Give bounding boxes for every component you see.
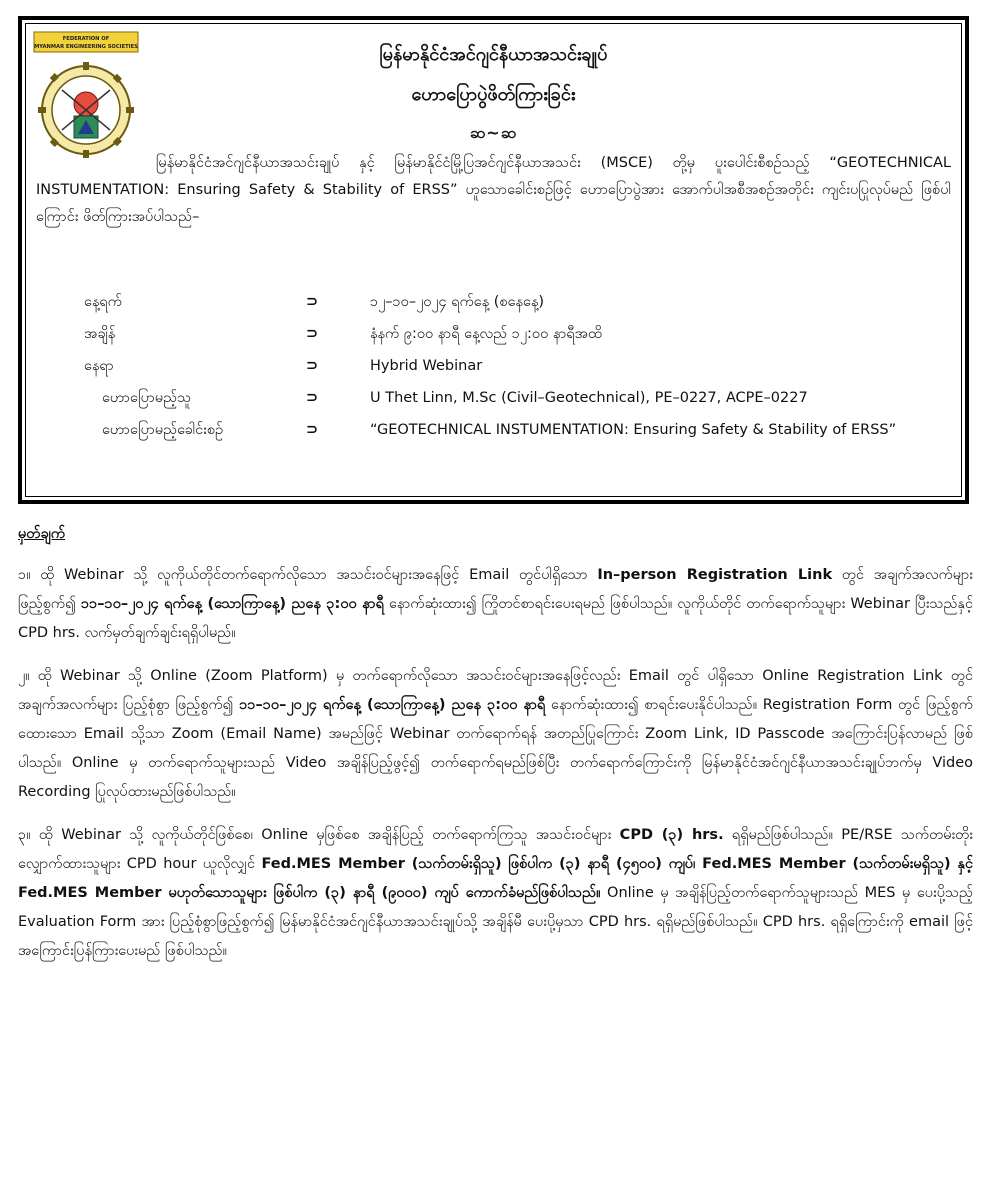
note-1-text-e: နောက်ဆုံးထား၍ ကြိုတင်စာရင်းပေးရမည် ဖြစ်ပါသည်။ လူကိုယ်တိုင် တက်ရောက်သူများ Webinar ပြီးသည်နှင့် CPD hrs. လက်မှတ်ချက်ချင်းရရှိပါမည်။ — [18, 596, 973, 641]
topic-value: “GEOTECHNICAL INSTUMENTATION: Ensuring Safety & Stability of ERSS” — [370, 422, 897, 438]
separator-icon: ⊃ — [306, 390, 319, 406]
detail-row-speaker — [84, 386, 935, 410]
intro-paragraph — [36, 150, 951, 231]
time-label: အချိန် — [84, 326, 116, 342]
note-3-fees: Fed.MES Member (သက်တမ်းရှိသူ) ဖြစ်ပါက (၃) နာရီ (၄၅၀၀) ကျပ်၊ Fed.MES Member (သက်တမ်းမရှိသူ) နှင့် Fed.MES Member မဟုတ်သောသူများ ဖြစ်ပါက (၃) နာရီ (၉၀၀၀) ကျပ် ကောက်ခံမည်ဖြစ်ပါသည်။ — [18, 856, 973, 901]
date-value: ၁၂–၁၀–၂၀၂၄ ရက်နေ့ (စနေနေ့) — [370, 294, 544, 310]
note-1-link-name: In–person Registration Link — [597, 567, 833, 583]
note-3-text-c: ရရှိမည်ဖြစ်ပါသည်။ PE/RSE သက်တမ်းတိုးလျှောက်ထားသူများ CPD hour ယူလိုလျှင် — [18, 827, 973, 872]
detail-row-date — [84, 290, 935, 314]
speaker-value: U Thet Linn, M.Sc (Civil–Geotechnical), PE–0227, ACPE–0227 — [370, 390, 808, 406]
note-3-text-a: ၃။ ထို Webinar သို့ လူကိုယ်တိုင်ဖြစ်စေ၊ Online မှဖြစ်စေ အချိန်ပြည့် တက်ရောက်ကြသူ အသင်းဝင်များ — [18, 827, 620, 843]
note-2-text-a: ၂။ ထို Webinar သို့ Online (Zoom Platform) မှ တက်ရောက်လိုသော အသင်းဝင်များအနေဖြင့်လည်း Email တွင် ပါရှိသော Online Registration Link တွင် အချက်အလက်များ ပြည့်စုံစွာ ဖြည့်စွက်၍ — [18, 668, 973, 713]
venue-value: Hybrid Webinar — [370, 358, 483, 374]
note-2 — [18, 662, 973, 807]
separator-icon: ⊃ — [306, 422, 319, 438]
detail-row-topic — [84, 418, 935, 442]
note-3 — [18, 821, 973, 966]
separator-icon: ⊃ — [306, 294, 319, 310]
detail-row-venue — [84, 354, 935, 378]
note-2-text-c: နောက်ဆုံးထား၍ စာရင်းပေးနိုင်ပါသည်။ Registration Form တွင် ဖြည့်စွက်ထေားသော Email သို့သာ Zoom (Email Name) အမည်ဖြင့် Webinar တက်ရောက်ရန် အတည်ပြုကြောင်း Zoom Link, ID Passcode အကြောင်းပြန်လာမည် ဖြစ်ပါသည်။ Online မှ တက်ရောက်သူများသည် Video အချိန်ပြည့်ဖွင့်၍ တက်ရောက်ရမည်ဖြစ်ပြီး တက်ရောက်ကြောင်းကို မြန်မာနိုင်ငံအင်ဂျင်နီယာအသင်းချုပ်ဘက်မှ Video Recording ပြုလုပ်ထားမည်ဖြစ်ပါသည်။ — [18, 697, 973, 800]
separator-icon: ⊃ — [306, 326, 319, 342]
event-details — [84, 290, 935, 450]
note-3-cpd-hours: CPD (၃) hrs. — [619, 827, 724, 843]
svg-text:MYANMAR ENGINEERING SOCIETIES: MYANMAR ENGINEERING SOCIETIES — [34, 44, 138, 50]
svg-text:FEDERATION OF: FEDERATION OF — [62, 36, 110, 42]
announcement-frame — [18, 16, 969, 504]
note-1-text-c: တွင် အချက်အလက်များ ဖြည့်စွက်၍ — [18, 567, 973, 612]
time-value: နံနက် ၉:၀၀ နာရီ နေ့လည် ၁၂:၀၀ နာရီအထိ — [370, 326, 602, 342]
detail-row-time — [84, 322, 935, 346]
invitation-title: ဟောပြောပွဲဖိတ်ကြားခြင်း — [411, 84, 576, 105]
note-3-text-e: Online မှ အချိန်ပြည့်တက်ရောက်သူများသည် MES မှ ပေးပို့သည့် Evaluation Form အား ပြည့်စုံစွာဖြည့်စွက်၍ မြန်မာနိုင်ငံအင်ဂျင်နီယာအသင်းချုပ်သို့ အချိန်မီ ပေးပို့မှသာ CPD hrs. ရရှိမည်ဖြစ်ပါသည်။ CPD hrs. ရရှိကြောင်းကို email ဖြင့် အကြောင်းပြန်ကြားပေးမည် ဖြစ်ပါသည်။ — [18, 885, 973, 959]
notes-heading: မှတ်ချက် — [18, 526, 66, 542]
separator-icon: ⊃ — [306, 358, 319, 374]
date-label: နေ့ရက် — [84, 294, 122, 310]
note-1-text-a: ၁။ ထို Webinar သို့ လူကိုယ်တိုင်တက်ရောက်လိုသော အသင်းဝင်များအနေဖြင့် Email တွင်ပါရှိသော — [18, 567, 598, 583]
speaker-label: ဟောပြောမည့်သူ — [102, 390, 192, 406]
ornament-divider: ဆ~ဆ — [469, 123, 518, 142]
notes-section — [18, 520, 973, 980]
venue-label: နေရာ — [84, 358, 114, 374]
note-1-deadline: ၁၁–၁၀–၂၀၂၄ ရက်နေ့ (သောကြာနေ့) ညနေ ၃:၀၀ နာရီ — [80, 596, 384, 612]
intro-text: မြန်မာနိုင်ငံအင်ဂျင်နီယာအသင်းချုပ် နှင့် မြန်မာနိုင်ငံမြို့ပြအင်ဂျင်နီယာအသင်း (MSCE) တို့မှ ပူးပေါင်းစီစဉ်သည့် “GEOTECHNICAL INSTUMENTATION: Ensuring Safety & Stability of ERSS” ဟူသောခေါင်းစဉ်ဖြင့် ဟောပြောပွဲအား အောက်ပါအစီအစဉ်အတိုင်း ကျင်းပပြုလုပ်မည် ဖြစ်ပါကြောင်း ဖိတ်ကြားအပ်ပါသည်– — [36, 155, 951, 225]
note-1 — [18, 561, 973, 648]
org-title: မြန်မာနိုင်ငံအင်ဂျင်နီယာအသင်းချုပ် — [379, 44, 608, 65]
note-2-deadline: ၁၁–၁၀–၂၀၂၄ ရက်နေ့ (သောကြာနေ့) ညနေ ၃:၀၀ နာရီ — [239, 697, 546, 713]
topic-label: ဟောပြောမည့်ခေါင်းစဉ် — [102, 422, 224, 438]
